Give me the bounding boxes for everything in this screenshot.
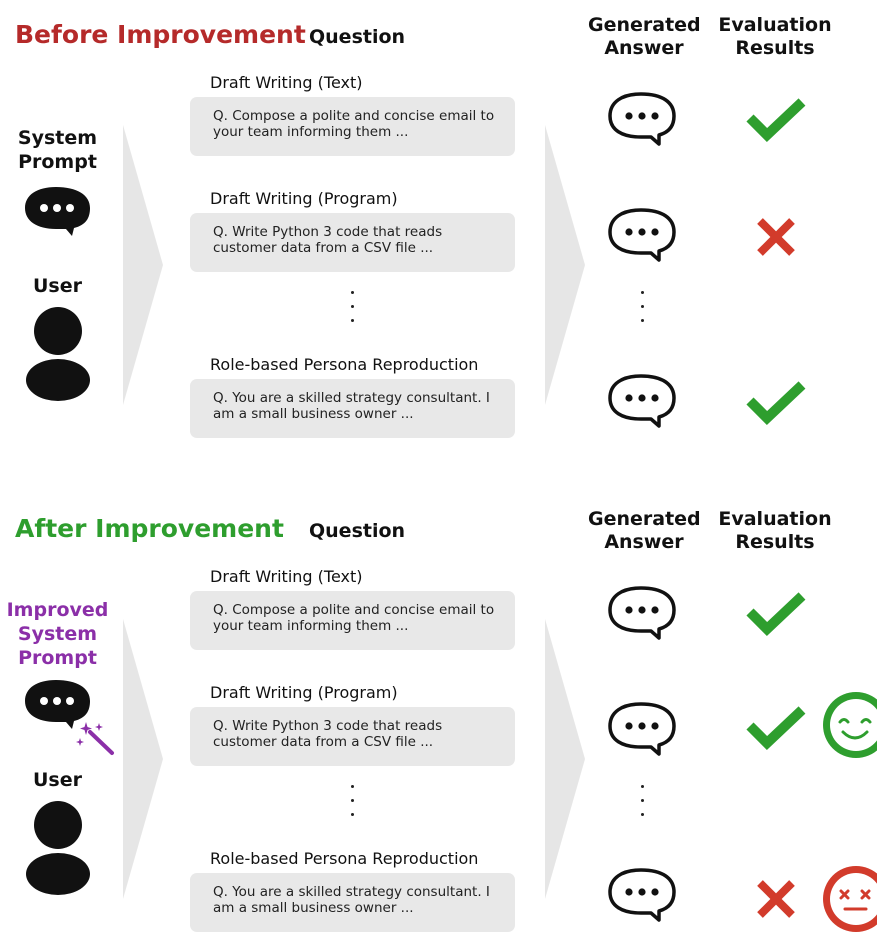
generated-answer-header xyxy=(588,14,700,60)
evaluation-results-header-line-1: Evaluation xyxy=(718,508,832,530)
question-text-line: Q. Write Python 3 code that reads xyxy=(213,718,443,734)
answer-arrow xyxy=(545,619,587,899)
answer-bubble-icon xyxy=(607,584,679,642)
question-category: Draft Writing (Text) xyxy=(210,567,363,586)
check-icon xyxy=(745,706,807,750)
question-box xyxy=(190,97,515,156)
after-section xyxy=(0,494,877,944)
question-box xyxy=(190,379,515,438)
cross-icon xyxy=(756,879,796,919)
before-section xyxy=(0,0,877,450)
answer-bubble-icon xyxy=(607,866,679,924)
question-box xyxy=(190,707,515,766)
user-label: User xyxy=(33,769,82,791)
input-arrow xyxy=(123,619,165,899)
answer-bubble-icon xyxy=(607,372,679,430)
answer-bubble-icon xyxy=(607,206,679,264)
question-text-line: your team informing them ... xyxy=(213,124,409,140)
evaluation-results-header-line-2: Results xyxy=(735,37,815,59)
input-arrow xyxy=(123,125,165,405)
magic-wand-icon xyxy=(76,720,118,760)
question-category: Role-based Persona Reproduction xyxy=(210,849,479,868)
system-prompt-bubble-icon xyxy=(22,183,94,239)
improved-system-prompt-label-line-3: Prompt xyxy=(18,647,97,669)
question-text-line: Q. You are a skilled strategy consultant. I xyxy=(213,884,490,900)
check-icon xyxy=(745,98,807,142)
check-icon xyxy=(745,592,807,636)
question-text-line: am a small business owner ... xyxy=(213,900,414,916)
question-category: Draft Writing (Program) xyxy=(210,189,398,208)
more-questions-dots xyxy=(350,785,356,827)
cross-icon xyxy=(756,217,796,257)
evaluation-results-header xyxy=(718,14,832,60)
user-icon xyxy=(24,798,92,898)
question-text-line: Q. Compose a polite and concise email to xyxy=(213,602,495,618)
dizzy-face-icon xyxy=(822,865,877,933)
generated-answer-header-line-1: Generated xyxy=(588,508,701,530)
system-prompt-label xyxy=(0,126,115,174)
answer-bubble-icon xyxy=(607,700,679,758)
system-prompt-label-line-1: System xyxy=(17,127,98,149)
question-text-line: Q. Write Python 3 code that reads xyxy=(213,224,443,240)
generated-answer-header-line-1: Generated xyxy=(588,14,701,36)
more-questions-dots xyxy=(350,291,356,333)
question-box xyxy=(190,213,515,272)
improved-system-prompt-label xyxy=(0,598,115,670)
question-column-header: Question xyxy=(309,26,406,48)
answer-bubble-icon xyxy=(607,90,679,148)
question-text-line: customer data from a CSV file ... xyxy=(213,240,434,256)
generated-answer-header-line-2: Answer xyxy=(604,37,684,59)
before-title: Before Improvement xyxy=(15,20,306,49)
question-category: Draft Writing (Text) xyxy=(210,73,363,92)
answer-arrow xyxy=(545,125,587,405)
question-category: Draft Writing (Program) xyxy=(210,683,398,702)
generated-answer-header xyxy=(588,508,700,554)
improved-system-prompt-label-line-1: Improved xyxy=(6,599,109,621)
evaluation-results-header-line-2: Results xyxy=(735,531,815,553)
evaluation-results-header-line-1: Evaluation xyxy=(718,14,832,36)
more-answers-dots xyxy=(640,785,646,827)
happy-face-icon xyxy=(822,691,877,759)
evaluation-results-header xyxy=(718,508,832,554)
question-box xyxy=(190,591,515,650)
question-text-line: your team informing them ... xyxy=(213,618,409,634)
question-column-header: Question xyxy=(309,520,406,542)
question-box xyxy=(190,873,515,932)
question-category: Role-based Persona Reproduction xyxy=(210,355,479,374)
question-text-line: Q. Compose a polite and concise email to xyxy=(213,108,495,124)
system-prompt-label-line-2: Prompt xyxy=(18,151,97,173)
user-label: User xyxy=(33,275,82,297)
improved-system-prompt-label-line-2: System xyxy=(17,623,98,645)
check-icon xyxy=(745,381,807,425)
question-text-line: customer data from a CSV file ... xyxy=(213,734,434,750)
question-text-line: am a small business owner ... xyxy=(213,406,414,422)
generated-answer-header-line-2: Answer xyxy=(604,531,684,553)
question-text-line: Q. You are a skilled strategy consultant. I xyxy=(213,390,490,406)
user-icon xyxy=(24,304,92,404)
after-title: After Improvement xyxy=(15,514,284,543)
more-answers-dots xyxy=(640,291,646,333)
